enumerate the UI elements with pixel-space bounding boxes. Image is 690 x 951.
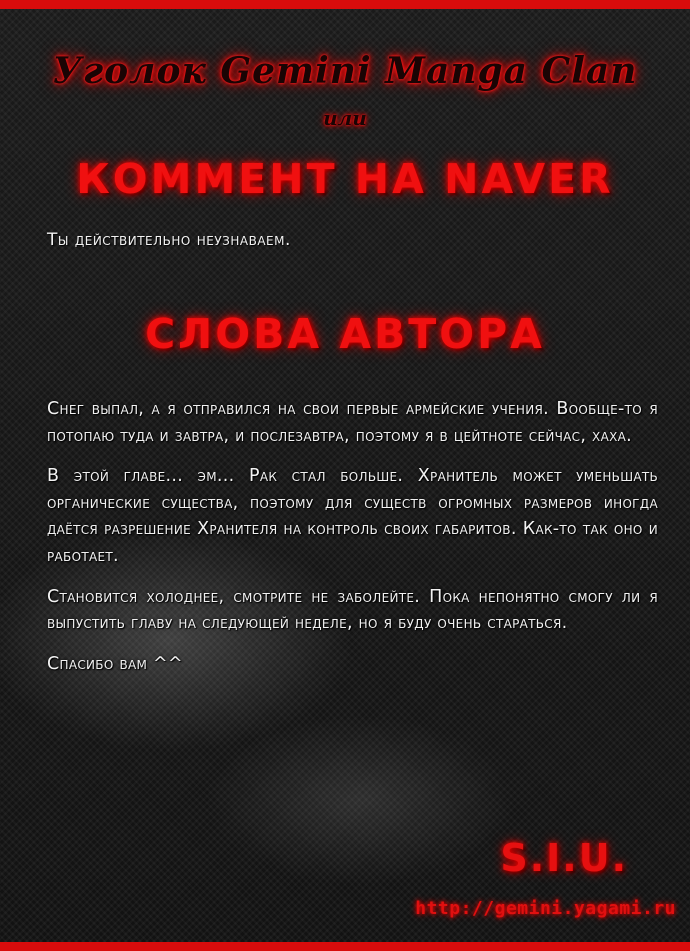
author-words-heading: СЛОВА АВТОРА — [145, 310, 545, 358]
author-notes — [47, 396, 658, 691]
clan-corner-title: Уголок Gemini Manga Clan — [52, 50, 638, 92]
or-label: или — [323, 106, 367, 130]
author-signature: S.I.U. — [500, 836, 628, 880]
top-red-bar — [0, 0, 690, 9]
naver-comment-text: Ты действительно неузнаваем. — [47, 230, 291, 250]
author-paragraph: Снег выпал, а я отправился на свои первые армейские учения. Вообще-то я потопаю туда и завтра, и послезавтра, поэтому я в цейтноте сейчас, хаха. — [47, 399, 658, 446]
author-paragraph: Становится холоднее, смотрите не заболейте. Пока непонятно смогу ли я выпустить главу на следующей неделе, но я буду очень стараться. — [47, 586, 658, 634]
author-paragraph: В этой главе... эм... Рак стал больше. Хранитель может уменьшать органические существа, поэтому для существ огромных размеров иногда даётся разрешение Хранителя на контроль своих габаритов. Как-то так оно и работает. — [47, 466, 658, 566]
bottom-red-bar — [0, 942, 690, 951]
site-url-link[interactable]: http://gemini.yagami.ru — [415, 898, 676, 919]
naver-comment-heading: КОММЕНТ НА NAVER — [76, 155, 614, 203]
author-thanks: Спасибо вам ^^ — [47, 653, 183, 674]
